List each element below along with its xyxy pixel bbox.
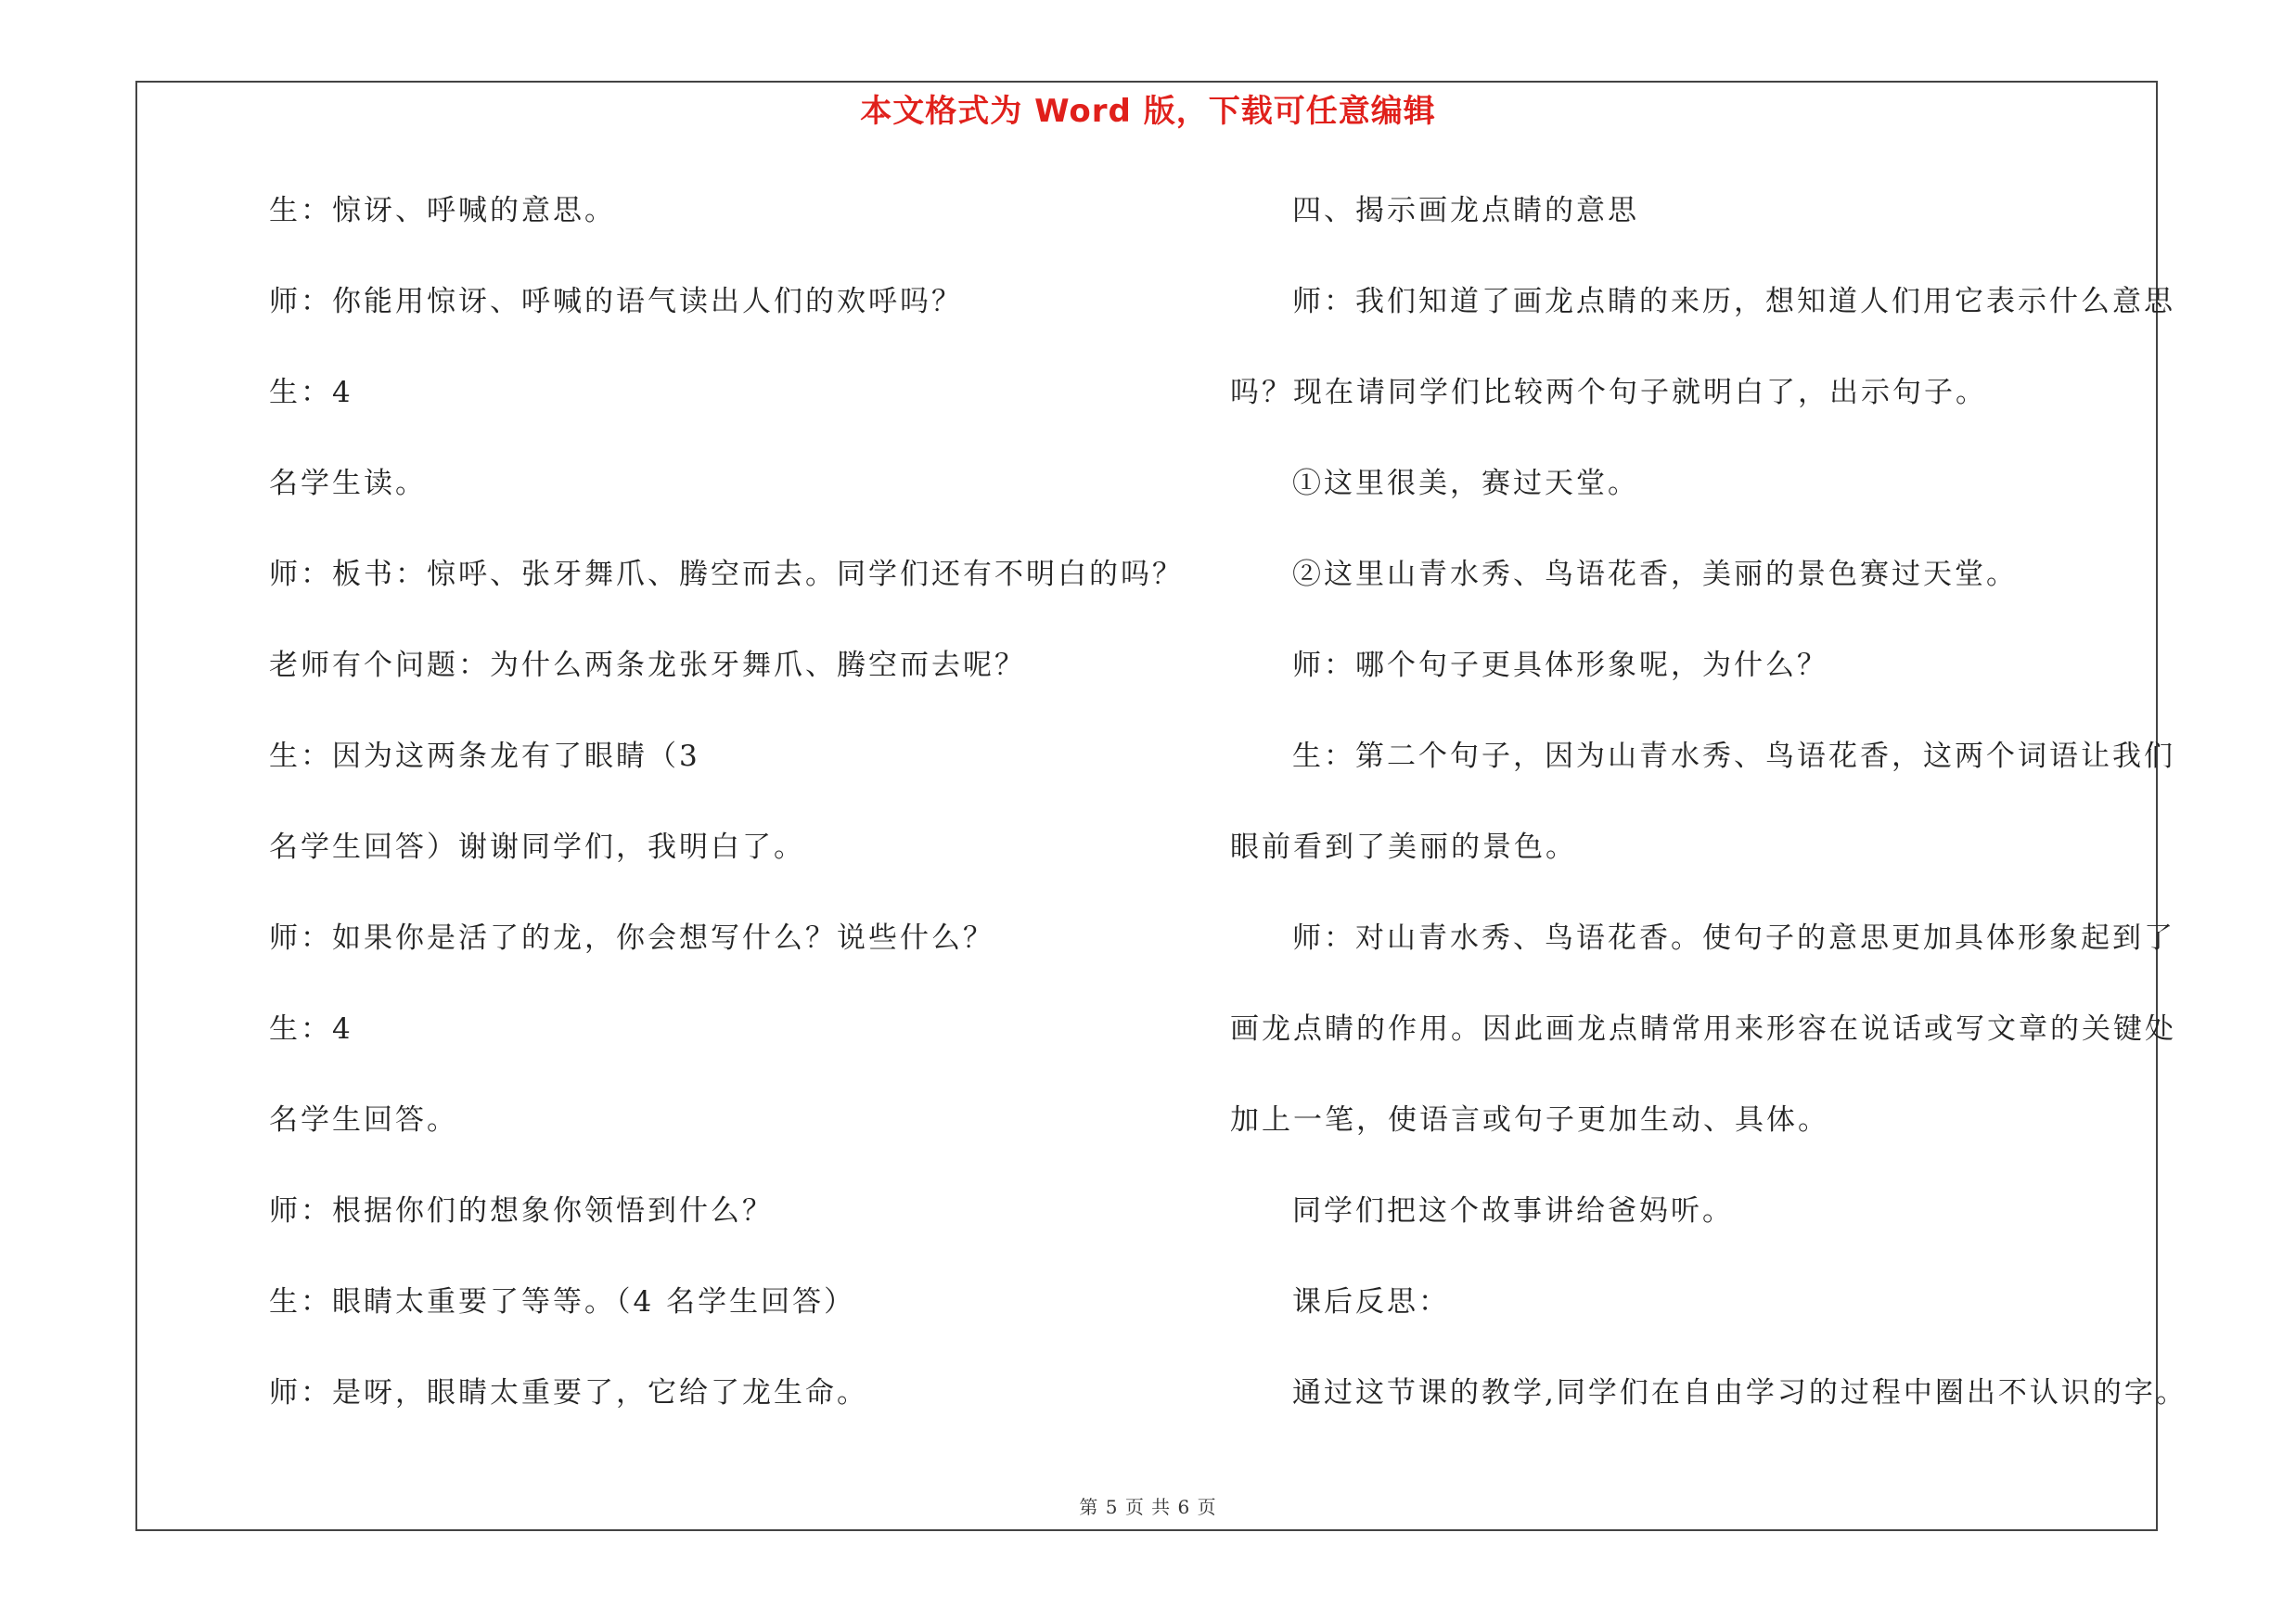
- right-line: 课后反思：: [1292, 1285, 1450, 1319]
- left-line: 师：板书：惊呼、张牙舞爪、腾空而去。同学们还有不明白的吗？: [269, 558, 1184, 591]
- right-line: 生：第二个句子，因为山青水秀、鸟语花香，这两个词语让我们: [1292, 740, 2175, 773]
- right-line: 师：我们知道了画龙点睛的来历，想知道人们用它表示什么意思: [1292, 285, 2175, 318]
- right-line: 师：哪个句子更具体形象呢，为什么？: [1292, 649, 1828, 682]
- left-line: 名学生读。: [269, 467, 427, 500]
- left-line: 名学生回答）谢谢同学们，我明白了。: [269, 831, 805, 864]
- left-line: 生：因为这两条龙有了眼睛（3: [269, 740, 700, 773]
- left-line: 生：惊讶、呼喊的意思。: [269, 194, 616, 227]
- left-column: [269, 183, 1197, 1456]
- left-line: 师：如果你是活了的龙，你会想写什么？说些什么？: [269, 921, 994, 955]
- left-line: 生：眼睛太重要了等等。（4 名学生回答）: [269, 1285, 856, 1319]
- left-line: 生：4: [269, 376, 353, 409]
- left-line: 师：你能用惊讶、呼喊的语气读出人们的欢呼吗？: [269, 285, 963, 318]
- right-line: 四、揭示画龙点睛的意思: [1292, 194, 1639, 227]
- word-format-banner: 本文格式为 Word 版，下载可任意编辑: [860, 93, 1436, 130]
- left-line: 名学生回答。: [269, 1103, 458, 1137]
- right-line: ①这里很美，赛过天堂。: [1292, 467, 1639, 500]
- left-line: 师：是呀，眼睛太重要了，它给了龙生命。: [269, 1376, 868, 1410]
- right-line: 眼前看到了美丽的景色。: [1230, 831, 1577, 864]
- right-line: 师：对山青水秀、鸟语花香。使句子的意思更加具体形象起到了: [1292, 921, 2175, 955]
- right-line: 同学们把这个故事讲给爸妈听。: [1292, 1194, 1734, 1228]
- left-line: 师：根据你们的想象你领悟到什么？: [269, 1194, 774, 1228]
- right-line: 加上一笔，使语言或句子更加生动、具体。: [1230, 1103, 1829, 1137]
- right-line: 画龙点睛的作用。因此画龙点睛常用来形容在说话或写文章的关键处: [1230, 1012, 2176, 1046]
- right-line: ②这里山青水秀、鸟语花香，美丽的景色赛过天堂。: [1292, 558, 2018, 591]
- page-number-footer: 第 5 页 共 6 页: [1079, 1496, 1217, 1518]
- left-line: 老师有个问题：为什么两条龙张牙舞爪、腾空而去呢？: [269, 649, 1026, 682]
- right-column: [1230, 183, 2187, 1456]
- right-line: 吗？现在请同学们比较两个句子就明白了，出示句子。: [1230, 376, 1987, 409]
- right-line: 通过这节课的教学,同学们在自由学习的过程中圈出不认识的字。: [1292, 1376, 2187, 1410]
- left-line: 生：4: [269, 1012, 353, 1046]
